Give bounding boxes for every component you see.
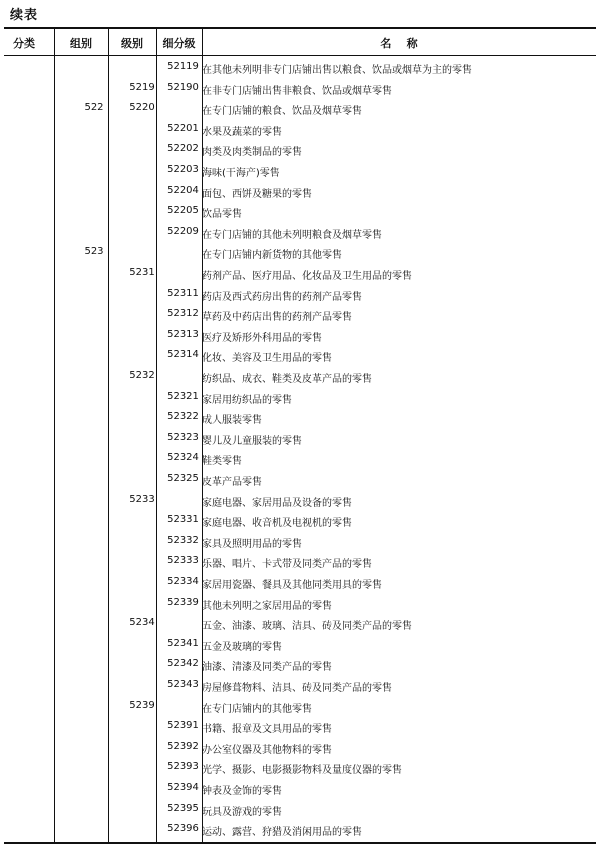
row-class: 5239 — [129, 699, 155, 711]
table-row — [4, 119, 596, 140]
table-row — [4, 345, 596, 366]
row-subclass: 52343 — [167, 679, 199, 690]
row-name: 家居用瓷器、餐具及其他同类用具的零售 — [202, 580, 382, 591]
row-subclass: 52313 — [167, 328, 199, 340]
row-subclass: 52312 — [167, 308, 199, 320]
row-name: 在专门店铺内新货物的其他零售 — [202, 250, 342, 262]
row-class: 5219 — [129, 81, 155, 93]
row-subclass: 52311 — [167, 287, 199, 299]
row-subclass: 52190 — [167, 81, 199, 93]
table-row — [4, 593, 596, 614]
row-name: 鞋类零售 — [202, 456, 242, 468]
row-name: 钟表及金饰的零售 — [202, 786, 282, 797]
row-subclass: 52396 — [167, 823, 199, 835]
table-row — [4, 304, 596, 325]
table-row — [4, 160, 596, 181]
table-row — [4, 325, 596, 346]
row-subclass: 52201 — [167, 122, 199, 134]
row-subclass: 52322 — [167, 411, 199, 423]
row-subclass: 52334 — [167, 576, 199, 587]
row-name: 在专门店铺内的其他零售 — [202, 703, 312, 715]
table-row — [4, 387, 596, 408]
row-name: 在其他未列明非专门店铺出售以粮食、饮品或烟草为主的零售 — [202, 65, 472, 76]
row-group: 523 — [84, 246, 104, 258]
table-row — [4, 799, 596, 820]
table-row — [4, 778, 596, 799]
row-group: 522 — [84, 102, 104, 114]
row-subclass: 52331 — [167, 514, 199, 526]
row-name: 纺织品、成衣、鞋类及皮革产品的零售 — [202, 374, 372, 385]
row-name: 面包、西饼及糖果的零售 — [202, 188, 312, 200]
row-name: 在专门店铺的粮食、饮品及烟草零售 — [202, 106, 362, 118]
header-group: 组别 — [70, 37, 92, 50]
table-row — [4, 757, 596, 778]
row-name: 运动、露营、狩猎及消闲用品的零售 — [202, 827, 362, 839]
row-name: 其他未列明之家居用品的零售 — [202, 600, 332, 612]
table-row — [4, 634, 596, 655]
table-row — [4, 510, 596, 531]
row-name: 药剂产品、医疗用品、化妆品及卫生用品的零售 — [202, 271, 412, 282]
table-caption: 续表 — [10, 8, 39, 23]
row-subclass: 52209 — [167, 225, 199, 237]
row-name: 成人服装零售 — [202, 415, 262, 427]
row-subclass: 52394 — [167, 782, 199, 793]
row-subclass: 52333 — [167, 555, 199, 567]
table-row — [4, 98, 596, 119]
row-name: 在非专门店铺出售非粮食、饮品或烟草零售 — [202, 85, 392, 97]
header-class: 级别 — [121, 37, 143, 50]
header-category: 分类 — [13, 37, 35, 50]
table-row — [4, 448, 596, 469]
row-subclass: 52203 — [167, 164, 199, 175]
table-row — [4, 201, 596, 222]
row-subclass: 52339 — [167, 596, 199, 608]
row-name: 玩具及游戏的零售 — [202, 806, 282, 818]
row-subclass: 52392 — [167, 740, 199, 752]
row-name: 家居用纺织品的零售 — [202, 394, 292, 406]
row-subclass: 52395 — [167, 802, 199, 814]
row-subclass: 52342 — [167, 658, 199, 670]
row-name: 化妆、美容及卫生用品的零售 — [202, 353, 332, 365]
table-row — [4, 696, 596, 717]
row-name: 家庭电器、家居用品及设备的零售 — [202, 497, 352, 509]
row-class: 5231 — [129, 267, 155, 278]
table-row — [4, 181, 596, 202]
table-row — [4, 737, 596, 758]
row-name: 海味(干海产)零售 — [202, 168, 280, 179]
row-name: 医疗及矫形外科用品的零售 — [202, 332, 322, 344]
row-name: 药店及西式药房出售的药剂产品零售 — [202, 291, 362, 303]
row-subclass: 52314 — [167, 349, 199, 361]
row-name: 油漆、清漆及同类产品的零售 — [202, 662, 332, 674]
row-subclass: 52202 — [167, 143, 199, 155]
classification-table — [4, 27, 596, 844]
table-row — [4, 716, 596, 737]
row-subclass: 52341 — [167, 637, 199, 649]
table-row — [4, 531, 596, 552]
row-name: 办公室仪器及其他物料的零售 — [202, 744, 332, 756]
row-name: 水果及蔬菜的零售 — [202, 126, 282, 138]
table-row — [4, 572, 596, 593]
row-name: 在专门店铺的其他未列明粮食及烟草零售 — [202, 229, 382, 241]
row-subclass: 52321 — [167, 390, 199, 402]
table-row — [4, 469, 596, 490]
table-row — [4, 407, 596, 428]
row-name: 光学、摄影、电影摄影物料及量度仪器的零售 — [202, 765, 402, 777]
row-subclass: 52325 — [167, 473, 199, 484]
row-subclass: 52324 — [167, 452, 199, 464]
row-name: 草药及中药店出售的药剂产品零售 — [202, 312, 352, 324]
row-subclass: 52391 — [167, 720, 199, 732]
row-class: 5234 — [129, 617, 155, 629]
row-class: 5220 — [129, 102, 155, 114]
table-row — [4, 613, 596, 634]
header-name: 名 称 — [380, 37, 418, 50]
row-name: 五金及玻璃的零售 — [202, 641, 282, 653]
row-subclass: 52393 — [167, 761, 199, 773]
row-name: 书籍、报章及文具用品的零售 — [202, 724, 332, 736]
row-subclass: 52119 — [167, 61, 199, 72]
table-row — [4, 139, 596, 160]
table-row — [4, 284, 596, 305]
row-name: 家庭电器、收音机及电视机的零售 — [202, 518, 352, 530]
table-row — [4, 819, 596, 840]
row-name: 肉类及肉类制品的零售 — [202, 147, 302, 159]
row-name: 皮革产品零售 — [202, 477, 262, 488]
row-name: 饮品零售 — [202, 209, 242, 221]
table-row — [4, 57, 596, 78]
table-row — [4, 654, 596, 675]
row-name: 乐器、唱片、卡式带及同类产品的零售 — [202, 559, 372, 571]
row-name: 五金、油漆、玻璃、洁具、砖及同类产品的零售 — [202, 621, 412, 633]
row-name: 家具及照明用品的零售 — [202, 538, 302, 550]
row-subclass: 52205 — [167, 205, 199, 217]
row-subclass: 52323 — [167, 431, 199, 443]
table-row — [4, 242, 596, 263]
row-name: 房屋修葺物料、洁具、砖及同类产品的零售 — [202, 683, 392, 694]
table-row — [4, 675, 596, 696]
row-subclass: 52204 — [167, 184, 199, 196]
table-row — [4, 551, 596, 572]
row-class: 5233 — [129, 493, 155, 505]
row-class: 5232 — [129, 370, 155, 381]
table-row — [4, 222, 596, 243]
table-row — [4, 490, 596, 511]
table-row — [4, 78, 596, 99]
row-name: 婴儿及儿童服装的零售 — [202, 435, 302, 447]
table-row — [4, 366, 596, 387]
row-subclass: 52332 — [167, 534, 199, 546]
table-header — [4, 29, 596, 56]
header-subclass: 细分级 — [162, 37, 196, 50]
table-row — [4, 263, 596, 284]
table-row — [4, 428, 596, 449]
